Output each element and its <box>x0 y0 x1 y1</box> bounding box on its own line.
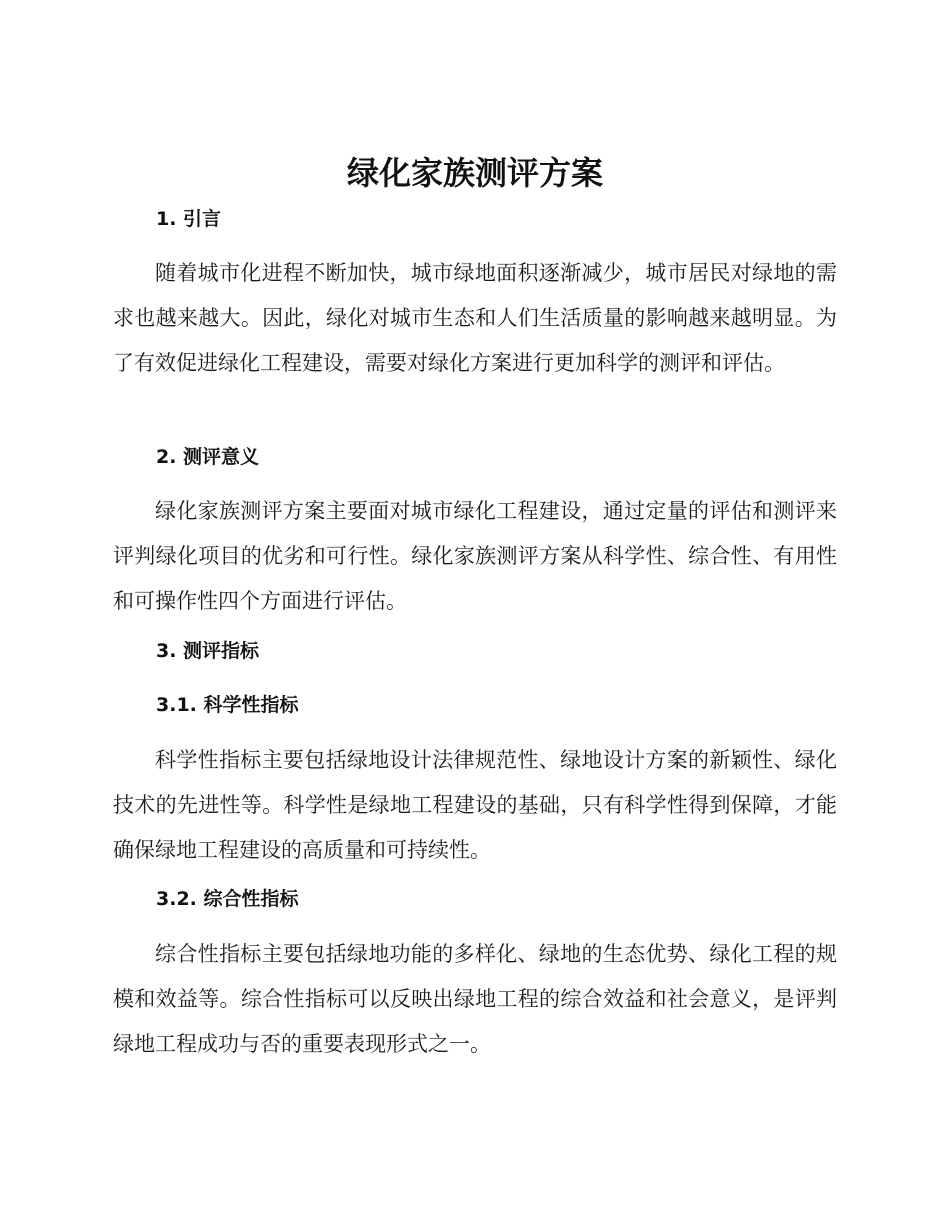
section-paragraph-scientific: 科学性指标主要包括绿地设计法律规范性、绿地设计方案的新颖性、绿化技术的先进性等。科学性是绿地工程建设的基础，只有科学性得到保障，才能确保绿地工程建设的高质量和可持续性。 <box>113 748 837 862</box>
document-title: 绿化家族测评方案 <box>346 154 603 192</box>
section-paragraph-significance: 绿化家族测评方案主要面对城市绿化工程建设，通过定量的评估和测评来评判绿化项目的优劣和可行性。绿化家族测评方案从科学性、综合性、有用性和可操作性四个方面进行评估。 <box>113 499 837 613</box>
section-heading-indicators: 3. 测评指标 <box>156 640 260 662</box>
section-heading-introduction: 1. 引言 <box>156 208 222 230</box>
section-paragraph-introduction: 随着城市化进程不断加快，城市绿地面积逐渐减少，城市居民对绿地的需求也越来越大。因此，绿化对城市生态和人们生活质量的影响越来越明显。为了有效促进绿化工程建设，需要对绿化方案进行更加科学的测评和评估。 <box>113 261 837 375</box>
section-heading-significance: 2. 测评意义 <box>156 446 260 468</box>
section-heading-scientific: 3.1. 科学性指标 <box>156 694 299 716</box>
section-paragraph-comprehensive: 综合性指标主要包括绿地功能的多样化、绿地的生态优势、绿化工程的规模和效益等。综合性指标可以反映出绿地工程的综合效益和社会意义，是评判绿地工程成功与否的重要表现形式之一。 <box>113 942 837 1056</box>
section-heading-comprehensive: 3.2. 综合性指标 <box>156 888 299 910</box>
